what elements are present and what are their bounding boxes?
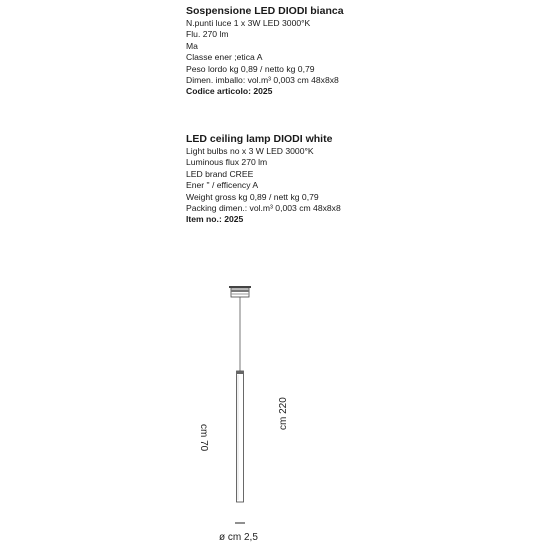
- total-height-label: cm 220: [278, 397, 289, 430]
- english-spec-line: LED brand CREE: [186, 168, 254, 179]
- english-spec-line: Packing dimen.: vol.m³ 0,003 cm 48x8x8: [186, 203, 341, 214]
- diameter-label: ø cm 2,5: [219, 532, 258, 543]
- english-spec-line: Weight gross kg 0,89 / nett kg 0,79: [186, 191, 319, 202]
- italian-spec-line: N.punti luce 1 x 3W LED 3000°K: [186, 18, 311, 28]
- english-spec-line: Ener " / efficency A: [186, 180, 259, 191]
- english-spec-line: Luminous flux 270 lm: [186, 157, 268, 168]
- italian-item-code: Codice articolo: 2025: [186, 86, 273, 97]
- italian-spec-line: Ma: [186, 40, 198, 51]
- italian-spec-line: Dimen. imballo: vol.m³ 0,003 cm 48x8x8: [186, 75, 339, 86]
- body-length-label: cm 70: [198, 424, 209, 452]
- italian-spec-line: Flu. 270 lm: [186, 29, 229, 40]
- lamp-body: [237, 371, 244, 502]
- italian-spec-title: Sospensione LED DIODI bianca: [186, 5, 344, 17]
- english-spec-line: Light bulbs no x 3 W LED 3000°K: [186, 146, 314, 156]
- english-item-code: Item no.: 2025: [186, 214, 244, 225]
- english-spec-title: LED ceiling lamp DIODI white: [186, 133, 333, 145]
- ceiling-canopy: [229, 286, 251, 297]
- italian-spec-line: Peso lordo kg 0,89 / netto kg 0,79: [186, 63, 315, 74]
- italian-spec-line: Classe ener ;etica A: [186, 52, 263, 63]
